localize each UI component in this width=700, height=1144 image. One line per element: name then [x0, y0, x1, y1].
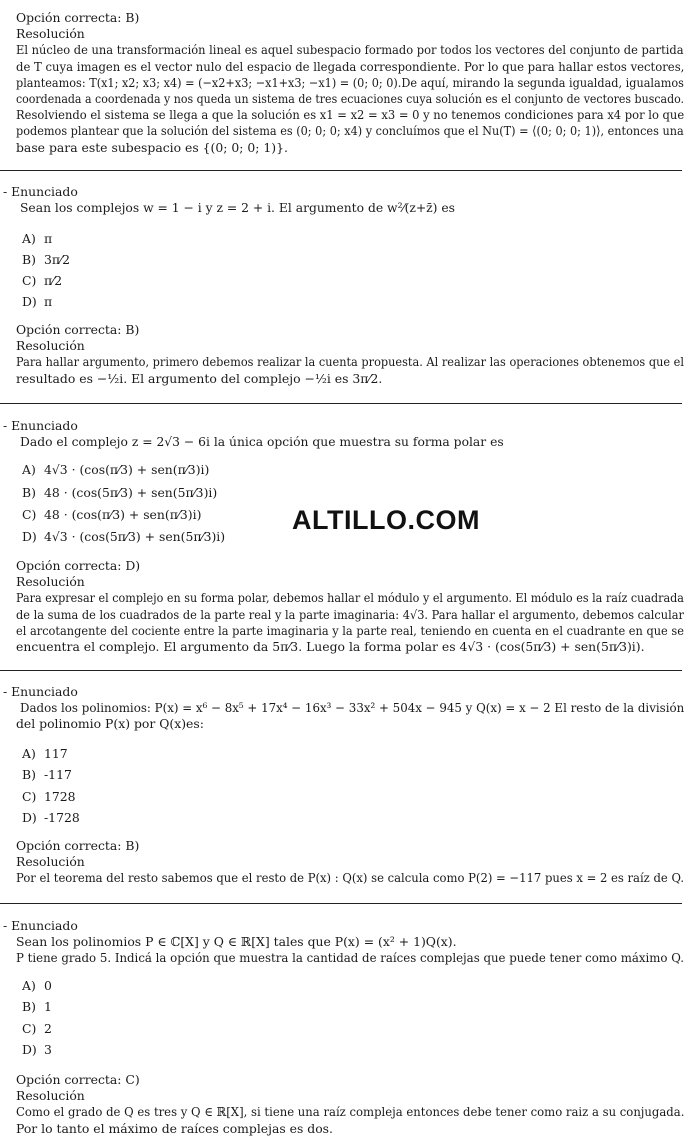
answer-text: Opción correcta: B) [16, 10, 140, 25]
resolution-line: Resolviendo el sistema se llega a que la solución es x1 = x2 = x3 = 0 y no tenemos condiciones para x4 por lo que [16, 107, 685, 123]
resolution-label: Resolución [16, 338, 85, 354]
option-b: B) 1 [22, 999, 52, 1014]
answer-text: Opción correcta: C) [16, 1072, 140, 1087]
divider [0, 403, 682, 404]
resolution-line: coordenada a coordenada y nos queda un sistema de tres ecuaciones cuya solución es el conjunto de vectores buscado. [16, 91, 685, 107]
option-b: B) 48 · (cos(5π⁄3) + sen(5π⁄3)i) [22, 485, 218, 500]
question-statement: Dados los polinomios: P(x) = x⁶ − 8x⁵ + 17x⁴ − 16x³ − 33x² + 504x − 945 y Q(x) = x − 2 El resto de la división del polinomio P(x) por Q(x)es: [16, 700, 685, 732]
resolution-line: Para expresar el complejo en su forma polar, debemos hallar el módulo y el argumento. El módulo es la raíz cuadrada [16, 590, 684, 606]
resolution-line: podemos plantear que la solución del sistema es (0; 0; 0; x4) y concluímos que el Nu(T) = ⟨(0; 0; 0; 1)⟩, entonces una [16, 123, 684, 139]
question-heading: - Enunciado [3, 918, 78, 933]
option-c: C) 2 [22, 1021, 52, 1036]
resolution-line: resultado es −½i. El argumento del complejo −½i es 3π⁄2. [16, 370, 383, 386]
resolution-line: de T cuya imagen es el vector nulo del espacio de llegada correspondiente. Por lo que para hallar estos vectores, [16, 58, 685, 74]
option-d: D) π [22, 294, 53, 309]
option-d: D) 3 [22, 1042, 52, 1057]
question-heading: - Enunciado [3, 418, 78, 433]
resolution-line: de la suma de los cuadrados de la parte real y la parte imaginaria: 4√3. Para hallar el argumento, debemos calcular [16, 606, 684, 622]
option-a: A) 0 [22, 978, 52, 993]
resolution-line: planteamos: T(x1; x2; x3; x4) = (−x2+x3; −x1+x3; −x1) = (0; 0; 0).De aquí, mirando la segunda igualdad, igualamos [16, 74, 684, 90]
answer-block [16, 838, 684, 887]
answer-block [16, 1072, 684, 1137]
option-b: B) 3π⁄2 [22, 252, 70, 267]
answer-block [16, 322, 684, 387]
divider [0, 903, 682, 904]
option-a: A) 4√3 · (cos(π⁄3) + sen(π⁄3)i) [22, 462, 210, 477]
resolution-line: el arcotangente del cociente entre la parte imaginaria y la parte real, teniendo en cuenta en el cuadrante en que se [16, 622, 684, 638]
resolution-line: El núcleo de una transformación lineal es aquel subespacio formado por todos los vectores del conjunto de partida [16, 42, 684, 58]
question-statement: Sean los polinomios P ∈ ℂ[X] y Q ∈ ℝ[X] tales que P(x) = (x² + 1)Q(x). P tiene grado 5. Indicá la opción que muestra la cantidad de raíces complejas que puede tener como máximo Q. [16, 934, 685, 966]
resolution-line: Por lo tanto el máximo de raíces complejas es dos. [16, 1120, 333, 1136]
option-c: C) 1728 [22, 789, 76, 804]
resolution-line: Para hallar argumento, primero debemos realizar la cuenta propuesta. Al realizar las operaciones obtenemos que el [16, 354, 684, 370]
resolution-label: Resolución [16, 574, 85, 590]
option-c: C) π⁄2 [22, 273, 63, 288]
answer-text: Opción correcta: D) [16, 558, 141, 573]
option-d: D) 4√3 · (cos(5π⁄3) + sen(5π⁄3)i) [22, 529, 226, 544]
resolution-line: Como el grado de Q es tres y Q ∈ ℝ[X], si tiene una raíz compleja entonces debe tener como raiz a su conjugada. [16, 1104, 685, 1120]
watermark-logo: ALTILLO.COM [292, 505, 480, 535]
answer-text: Opción correcta: B) [16, 838, 140, 853]
divider [0, 170, 682, 171]
option-a: A) π [22, 231, 53, 246]
option-c: C) 48 · (cos(π⁄3) + sen(π⁄3)i) [22, 507, 202, 522]
question-heading: - Enunciado [3, 184, 78, 199]
question-heading: - Enunciado [3, 684, 78, 699]
intro-block [16, 10, 684, 156]
resolution-line: base para este subespacio es {(0; 0; 0; 1)}. [16, 139, 288, 155]
answer-block [16, 558, 684, 655]
option-b: B) -117 [22, 767, 72, 782]
option-a: A) 117 [22, 746, 68, 761]
resolution-line: encuentra el complejo. El argumento da 5π⁄3. Luego la forma polar es 4√3 · (cos(5π⁄3) + sen(5π⁄3)i). [16, 639, 645, 655]
question-statement: Dado el complejo z = 2√3 − 6i la única opción que muestra su forma polar es [20, 434, 504, 449]
resolution-label: Resolución [16, 26, 85, 42]
resolution-label: Resolución [16, 1088, 85, 1104]
resolution-line: Por el teorema del resto sabemos que el resto de P(x) : Q(x) se calcula como P(2) = −117 pues x = 2 es raíz de Q. [16, 870, 685, 886]
answer-text: Opción correcta: B) [16, 322, 140, 337]
option-d: D) -1728 [22, 810, 80, 825]
divider [0, 670, 682, 671]
resolution-label: Resolución [16, 854, 85, 870]
question-statement: Sean los complejos w = 1 − i y z = 2 + i. El argumento de w²⁄(z+z̄) es [20, 200, 456, 215]
